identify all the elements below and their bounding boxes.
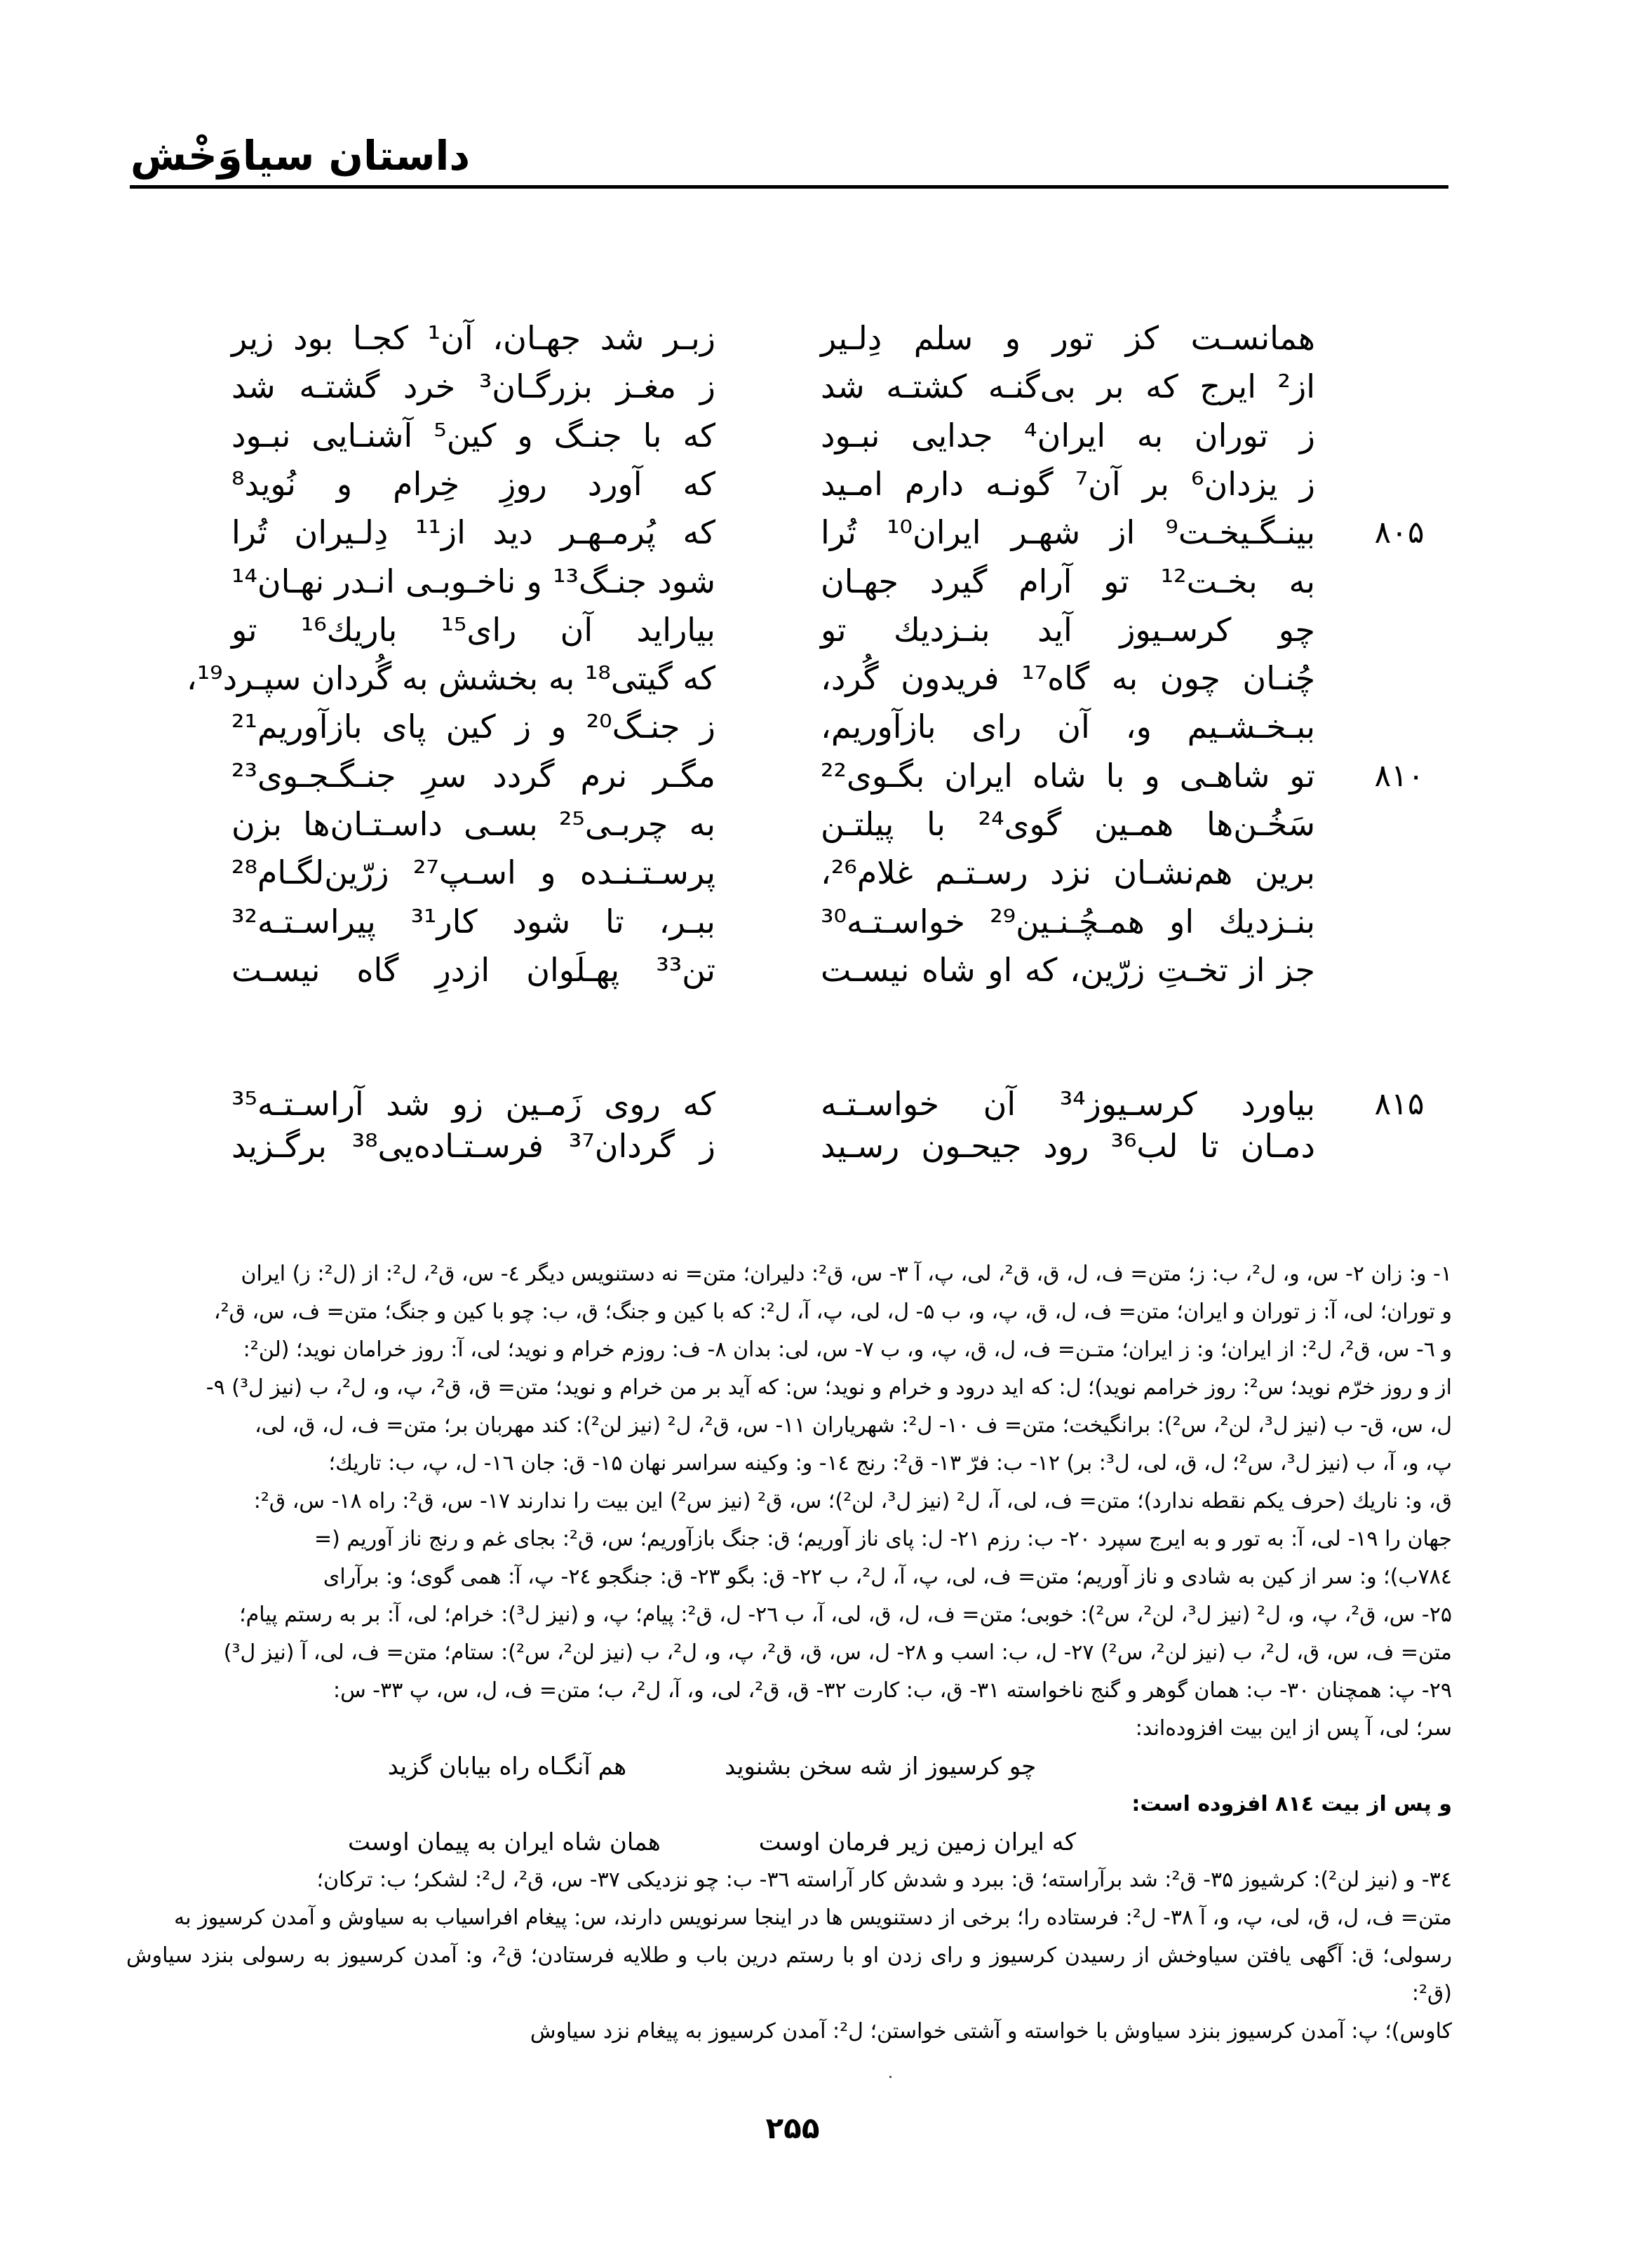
added-verse-2-left: همان شاه ایران به پیمان اوست	[347, 1828, 661, 1856]
verse-hemistich-left: ز مغـز بزرگـان³ خرد گشتـه شد	[231, 367, 716, 406]
added-verse-1-right: چو کرسیوز از شه سخن بشنوید	[725, 1753, 1037, 1781]
footnote-line: ۱- و: زان ۲- س، و، ل²، ب: ز؛ متن= ف، ل، ق، ق²، لی، پ، آ ۳- س، ق²: دلیران؛ متن= نه دستنویس دیگر ٤- س، ق²، ل²: از (ل²: ز) ایران	[241, 1262, 1452, 1286]
verse-number: ۸۱۵	[1374, 1086, 1425, 1122]
footnote-line: متن= ف، ل، ق، لی، پ، و، آ ۳۸- ل²: فرستاده را؛ برخی از دستنویس ها در اینجا سرنویس دارند، س: پیغام افراسیاب به سیاوش و آمدن کرسیوز به	[174, 1905, 1452, 1930]
after-814-note: و پس از بیت ۸۱٤ افزوده است:	[1131, 1792, 1452, 1816]
page-number: ۲۵۵	[765, 2111, 820, 2145]
verse-hemistich-right: به بخـت¹² تو آرام گیرد جهـان	[821, 562, 1315, 600]
footnote-line: ۲۵- س، ق²، پ، و، ل² (نیز ل³، لن²، س²): خوبی؛ متن= ف، ل، ق، لی، آ، ب ۲٦- ل، ق²: پیام؛ پ، و (نیز ل³): خرام؛ لی، آ: بر به رستم پیام؛	[239, 1602, 1452, 1627]
added-verse-2-right: که ایران زمین زیر فرمان اوست	[758, 1828, 1077, 1856]
verse-hemistich-right: جز از تخـتِ زرّین، که او شاه نیسـت	[821, 950, 1315, 989]
verse-hemistich-right: از² ایرج که بر بی‌گنـه کشتـه شد	[821, 367, 1315, 406]
footnote-line: سر؛ لی، آ پس از این بیت افزوده‌اند:	[1135, 1716, 1452, 1741]
footnote-line: و توران؛ لی، آ: ز توران و ایران؛ متن= ف، ل، ق، پ، و، ب ۵- ل، لی، پ، آ، ل²: که با کین و جنگ؛ ق، ب: چو با کین و جنگ؛ متن= ف، س، ق²،	[213, 1300, 1452, 1324]
verse-hemistich-right: چو کرسـیوز آید بنـزدیك تو	[821, 610, 1315, 649]
footnotes	[126, 1255, 1452, 2051]
verse-hemistich-left: که با جنـگ و کین⁵ آشنـایی نبـود	[231, 416, 715, 454]
footnote-line: ۳٤- و (نیز لن²): کرشیوز ۳۵- ق²: شد برآراسته؛ ق: ببرد و شدش کار آراسته ۳٦- ب: چو نزدیکی ۳۷- س، ق²، ل²: لشکر؛ ب: ترکان؛	[316, 1868, 1452, 1892]
footnote-line: متن= ف، س، ق، ل²، ب (نیز لن²، س²) ۲۷- ل، ب: اسب و ۲۸- ل، س، ق، ق²، پ، و، ل²، ب (نیز لن²، س²): ستام؛ متن= ف، لی، آ (نیز ل³)	[223, 1640, 1452, 1665]
verse-hemistich-right: بنـزدیك او همـچُـنـین²⁹ خواسـتـه³⁰	[821, 902, 1316, 940]
verse-hemistich-left: ز گردان³⁷ فرسـتـاده‌یی³⁸ برگـزید	[231, 1127, 715, 1165]
footnote-line: ل، س، ق- ب (نیز ل³، لن²، س²): برانگیخت؛ متن= ف ۱۰- ل²: شهریاران ۱۱- س، ق²، ل² (نیز لن²): کند مهربان بر؛ متن= ف، ل، ق، لی،	[255, 1413, 1452, 1438]
footnote-line: و ٦- س، ق²، ل²: از ایران؛ و: ز ایران؛ متـن= ف، ل، ق، پ، و، ب ۷- س، لی: بدان ۸- ف: روزم خرام و نوید؛ لی، آ: روز خرامان نوید؛ (لن²:	[243, 1337, 1452, 1362]
verse-hemistich-left: که روی زَمـین زو شد آراسـتـه³⁵	[231, 1085, 715, 1123]
footnote-line: جهان را ۱۹- لی، آ: به تور و به ایرج سپرد ۲۰- ب: رزم ۲۱- ل: پای ناز آوریم؛ ق: جنگ بازآوریم؛ س، ق²: بجای غم و رنج ناز آوریم (=	[314, 1527, 1452, 1551]
added-verse-1-left: هم آنگـاه راه بیابان گزید	[387, 1753, 627, 1781]
footnote-line: ۲۹- پ: همچنان ۳۰- ب: همان گوهر و گنج ناخواسته ۳۱- ق، ب: کارت ۳۲- ق، ق²، لی، و، آ، ل²، ب؛ متن= ف، ل، س، پ ۳۳- س:	[333, 1678, 1452, 1703]
verse-hemistich-left: که آورد روزِ خِرام و نُوید⁸	[231, 464, 715, 503]
verse-hemistich-left: زبـر شد جهـان، آن¹ کجـا بود زیر	[231, 319, 716, 357]
header-rule	[130, 185, 1448, 189]
verse-hemistich-left: شود جنـگ¹³ و ناخـوبـی انـدر نهـان¹⁴	[231, 562, 715, 600]
footnote-line: رسولی؛ ق: آگهی یافتن سیاوخش از رسیدن کرسیوز و رای زدن او با رستم درین باب و طلایه فرستادن؛ ق²، و: آمدن کرسیوز به رسولی بنزد سیاوش (ق²:	[126, 1943, 1452, 2006]
verse-hemistich-right: دمـان تا لب³⁶ رود جیحـون رسـید	[821, 1127, 1315, 1165]
verse-hemistich-right: بینـگـیخـت⁹ از شهـر ایران¹⁰ تُرا	[821, 513, 1315, 552]
footnote-line: کاوس)؛ پ: آمدن کرسیوز بنزد سیاوش با خواسته و آشتی خواستن؛ ل²: آمدن کرسیوز به پیغام نزد سیاوش	[530, 2019, 1452, 2044]
verse-hemistich-left: ز جنـگ²⁰ و ز کین پای بازآوریم²¹	[231, 708, 715, 746]
verse-hemistich-left: که گیتی¹⁸ به بخشش به گُردان سپـرد¹⁹،	[186, 659, 715, 698]
verse-hemistich-left: تن³³ پهـلَوان ازدرِ گاه نیسـت	[231, 950, 715, 989]
footnote-line: پ، و، آ، ب (نیز ل³، س²؛ ل، ق، لی، ل³: بر) ۱۲- ب: فرّ ۱۳- ق²: رنج ١٤- و: وکینه سراسر نهان ۱۵- ق: جان ۱٦- ل، پ، ب: تاریك؛	[328, 1451, 1452, 1476]
running-head-title: داستان سیاوَخْش	[130, 132, 471, 180]
added-verse-1	[126, 1748, 1452, 1786]
footnote-line: ۷۸٤ب)؛ و: سر از کین به شادی و ناز آوریم؛ متن= ف، لی، پ، آ، ل²، ب ۲۲- ق: بگو ۲۳- ق: جنگجو ۲٤- پ، آ: همی گوی؛ و: برآرای	[323, 1565, 1452, 1589]
verse-hemistich-right: بیاورد کرسـیوز³⁴ آن خواسـتـه	[821, 1085, 1315, 1123]
verse-hemistich-right: ببـخـشـیم و، آن رای بازآوریم،	[821, 708, 1315, 746]
verse-hemistich-right: برین هم‌نشـان نزد رسـتـم غلام²⁶،	[821, 853, 1315, 892]
verse-hemistich-right: ز یزدان⁶ بر آن⁷ گونـه دارم امـید	[821, 464, 1315, 503]
footnote-line: ق، و: ناریك (حرف یکم نقطه ندارد)؛ متن= ف، لی، آ، ل² (نیز ل³، لن²)؛ س، ق² (نیز س²) این بیت را ندارند ۱۷- س، ق²: راه ۱۸- س، ق²:	[253, 1489, 1452, 1513]
added-verse-2	[126, 1823, 1452, 1861]
verse-hemistich-left: پرسـتـنـده و اسـپ²⁷ زرّین‌لگـام²⁸	[231, 853, 716, 892]
verse-hemistich-right: چُنـان چون به گاه¹⁷ فریدون گُرد،	[821, 659, 1316, 698]
verse-hemistich-right: ز توران به ایران⁴ جدایی نبـود	[821, 416, 1315, 454]
footnote-line: از و روز خرّم نوید؛ س²: روز خرامم نوید)؛ ل: که اید درود و خرام و نوید؛ س: که آید بر من خرام و نوید؛ متن= ق، ق²، پ، و، ل²، ب (نیز ل³) ۹-	[206, 1375, 1452, 1400]
verse-hemistich-left: ببـر، تا شود کار³¹ پیراسـتـه³²	[231, 902, 715, 940]
verse-hemistich-left: به چربـی²⁵ بسـی داسـتـان‌ها بزن	[231, 805, 715, 843]
verse-hemistich-left: بیاراید آن رای¹⁵ باریك¹⁶ تو	[231, 610, 715, 649]
verse-hemistich-right: همانسـت کز تور و سلم دِلـیر	[821, 319, 1315, 357]
verse-hemistich-left: مگـر نرم گردد سرِ جنـگـجـوی²³	[231, 756, 715, 795]
verse-hemistich-right: سَخُـن‌ها همـین گوی²⁴ با پیلتـن	[821, 805, 1315, 843]
stray-mark	[889, 2076, 892, 2078]
verse-number: ۸۰۵	[1374, 515, 1425, 551]
verse-hemistich-right: تو شاهـی و با شاه ایران بگـوی²²	[821, 756, 1315, 795]
verse-hemistich-left: که پُرمـهـر دید از¹¹ دِلـیران تُرا	[231, 513, 715, 552]
verse-number: ۸۱۰	[1374, 757, 1425, 794]
